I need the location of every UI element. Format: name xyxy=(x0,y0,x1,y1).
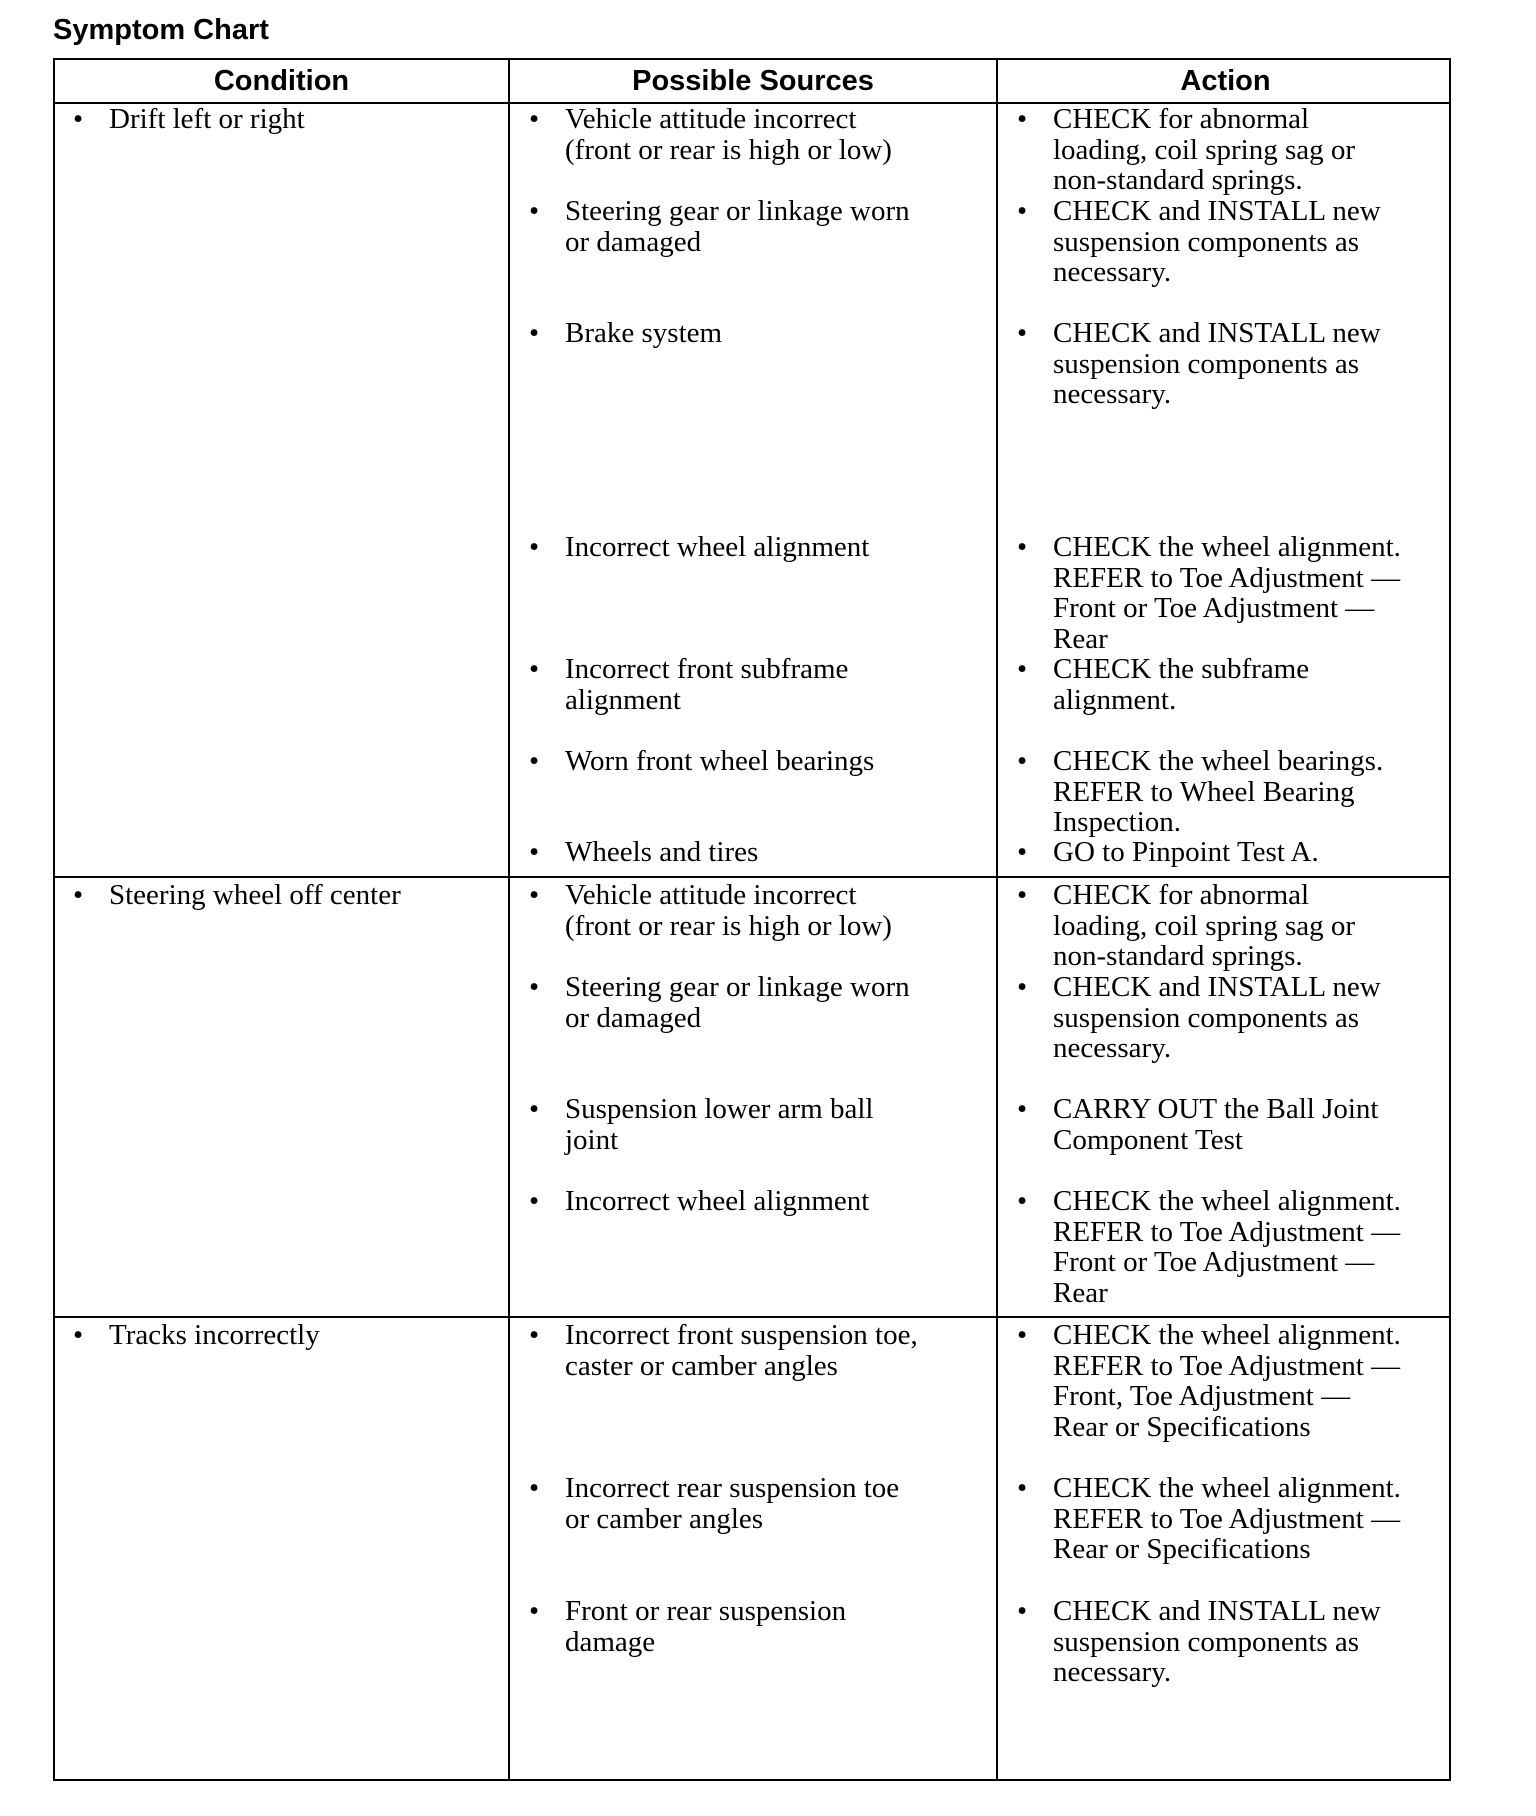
condition-cell xyxy=(73,1319,320,1351)
action-text: CHECK the wheel bearings. REFER to Wheel Bearing Inspection. xyxy=(1053,745,1384,838)
source-text: Incorrect wheel alignment xyxy=(565,531,870,563)
source-text: Wheels and tires xyxy=(565,836,759,868)
action-item xyxy=(1017,317,1381,410)
source-item xyxy=(529,1319,918,1382)
bullet: • xyxy=(529,653,540,685)
header-possible-sources: Possible Sources xyxy=(632,65,874,97)
bullet: • xyxy=(1017,1595,1028,1627)
bullet: • xyxy=(529,879,540,911)
action-text: GO to Pinpoint Test A. xyxy=(1053,836,1319,868)
source-text: Vehicle attitude incorrect (front or rear is high or low) xyxy=(565,879,892,942)
action-item xyxy=(1017,745,1384,838)
source-item xyxy=(529,195,910,258)
action-text: CHECK the subframe alignment. xyxy=(1053,653,1310,716)
source-item xyxy=(529,1093,874,1156)
source-text: Vehicle attitude incorrect (front or rear is high or low) xyxy=(565,103,892,166)
column-divider xyxy=(996,60,998,1779)
source-item xyxy=(529,745,875,777)
action-text: CHECK the wheel alignment. REFER to Toe Adjustment — Rear or Specifications xyxy=(1053,1472,1401,1565)
action-item xyxy=(1017,879,1356,972)
source-text: Worn front wheel bearings xyxy=(565,745,875,777)
action-text: CHECK for abnormal loading, coil spring sag or non-standard springs. xyxy=(1053,103,1356,196)
condition-cell xyxy=(73,103,305,135)
bullet: • xyxy=(73,1319,84,1351)
row-divider xyxy=(55,1316,1449,1318)
source-item xyxy=(529,971,910,1034)
condition-text: Steering wheel off center xyxy=(109,879,401,911)
source-item xyxy=(529,103,892,166)
action-item xyxy=(1017,1093,1379,1156)
action-item xyxy=(1017,1319,1401,1443)
bullet: • xyxy=(529,531,540,563)
source-text: Incorrect wheel alignment xyxy=(565,1185,870,1217)
source-item xyxy=(529,836,759,868)
action-item xyxy=(1017,103,1356,196)
bullet: • xyxy=(1017,1185,1028,1217)
action-item xyxy=(1017,531,1401,655)
source-text: Incorrect front suspension toe, caster or camber angles xyxy=(565,1319,918,1382)
header-condition: Condition xyxy=(213,65,350,97)
bullet: • xyxy=(529,1472,540,1504)
bullet: • xyxy=(1017,195,1028,227)
bullet: • xyxy=(529,836,540,868)
source-text: Front or rear suspension damage xyxy=(565,1595,847,1658)
column-divider xyxy=(508,60,510,1779)
action-text: CHECK the wheel alignment. REFER to Toe Adjustment — Front, Toe Adjustment — Rear or Specifications xyxy=(1053,1319,1401,1443)
action-item xyxy=(1017,1595,1381,1688)
action-text: CHECK the wheel alignment. REFER to Toe Adjustment — Front or Toe Adjustment — Rear xyxy=(1053,531,1401,655)
action-text: CHECK and INSTALL new suspension components as necessary. xyxy=(1053,971,1381,1064)
header-action: Action xyxy=(1180,65,1271,97)
bullet: • xyxy=(1017,531,1028,563)
source-item xyxy=(529,1595,847,1658)
bullet: • xyxy=(1017,317,1028,349)
bullet: • xyxy=(529,1595,540,1627)
bullet: • xyxy=(1017,1093,1028,1125)
action-text: CARRY OUT the Ball Joint Component Test xyxy=(1053,1093,1379,1156)
bullet: • xyxy=(529,971,540,1003)
bullet: • xyxy=(1017,653,1028,685)
action-text: CHECK the wheel alignment. REFER to Toe Adjustment — Front or Toe Adjustment — Rear xyxy=(1053,1185,1401,1309)
condition-text: Drift left or right xyxy=(109,103,305,135)
bullet: • xyxy=(1017,1472,1028,1504)
bullet: • xyxy=(529,1319,540,1351)
bullet: • xyxy=(529,317,540,349)
row-divider xyxy=(55,876,1449,878)
source-text: Steering gear or linkage worn or damaged xyxy=(565,195,910,258)
source-text: Suspension lower arm ball joint xyxy=(565,1093,874,1156)
source-text: Steering gear or linkage worn or damaged xyxy=(565,971,910,1034)
source-item xyxy=(529,653,849,716)
source-text: Brake system xyxy=(565,317,723,349)
action-item xyxy=(1017,971,1381,1064)
bullet: • xyxy=(1017,103,1028,135)
bullet: • xyxy=(73,879,84,911)
source-item xyxy=(529,1472,900,1535)
action-item xyxy=(1017,653,1310,716)
source-item xyxy=(529,1185,870,1217)
source-item xyxy=(529,531,870,563)
bullet: • xyxy=(73,103,84,135)
action-text: CHECK and INSTALL new suspension components as necessary. xyxy=(1053,1595,1381,1688)
action-text: CHECK for abnormal loading, coil spring sag or non-standard springs. xyxy=(1053,879,1356,972)
source-text: Incorrect front subframe alignment xyxy=(565,653,849,716)
source-text: Incorrect rear suspension toe or camber angles xyxy=(565,1472,900,1535)
condition-text: Tracks incorrectly xyxy=(109,1319,320,1351)
action-text: CHECK and INSTALL new suspension components as necessary. xyxy=(1053,195,1381,288)
action-item xyxy=(1017,1185,1401,1309)
action-text: CHECK and INSTALL new suspension components as necessary. xyxy=(1053,317,1381,410)
source-item xyxy=(529,317,723,349)
source-item xyxy=(529,879,892,942)
bullet: • xyxy=(1017,1319,1028,1351)
action-item xyxy=(1017,195,1381,288)
action-item xyxy=(1017,836,1319,868)
bullet: • xyxy=(1017,971,1028,1003)
bullet: • xyxy=(529,1093,540,1125)
symptom-chart-table xyxy=(53,58,1451,1781)
bullet: • xyxy=(1017,879,1028,911)
bullet: • xyxy=(529,745,540,777)
bullet: • xyxy=(529,195,540,227)
bullet: • xyxy=(529,103,540,135)
condition-cell xyxy=(73,879,401,911)
bullet: • xyxy=(1017,745,1028,777)
bullet: • xyxy=(529,1185,540,1217)
page-title: Symptom Chart xyxy=(53,14,269,46)
bullet: • xyxy=(1017,836,1028,868)
action-item xyxy=(1017,1472,1401,1565)
